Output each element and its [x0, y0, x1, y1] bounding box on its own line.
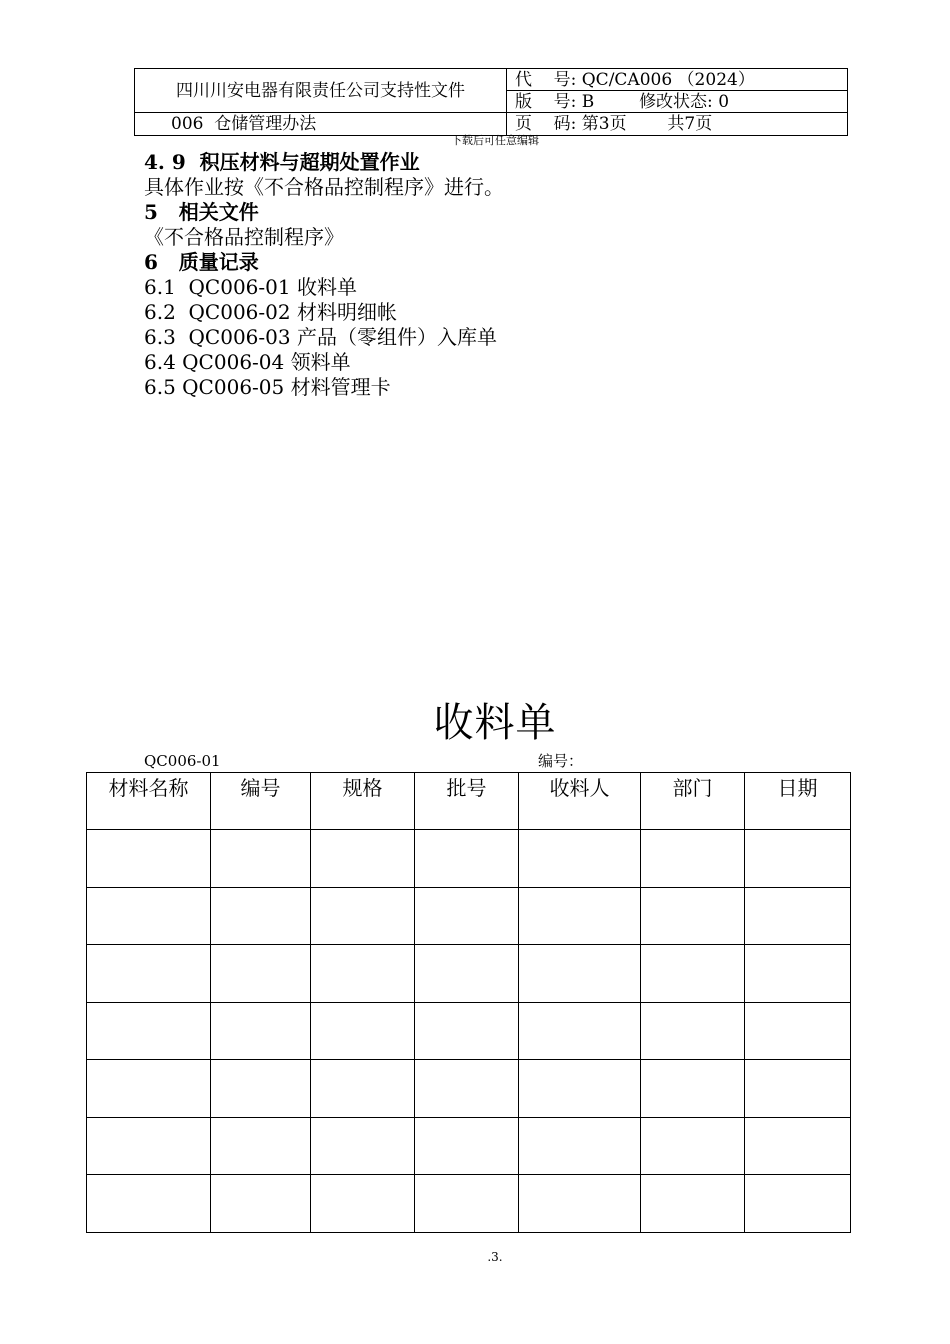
- table-cell: [641, 945, 745, 1003]
- table-row: [87, 1175, 851, 1233]
- revision-label: 修改状态:: [639, 91, 713, 112]
- table-cell: [745, 1002, 851, 1060]
- table-row: [87, 1002, 851, 1060]
- table-cell: [415, 1002, 519, 1060]
- doc-code-value: QC/CA006 （2024）: [581, 69, 755, 90]
- table-cell: [745, 945, 851, 1003]
- table-cell: [641, 1060, 745, 1118]
- doc-code-cell: [507, 69, 848, 91]
- table-cell: [211, 887, 311, 945]
- table-cell: [745, 830, 851, 888]
- document-header-table: [134, 68, 848, 136]
- receiving-form-table: [86, 772, 851, 1233]
- table-cell: [311, 1002, 415, 1060]
- table-cell: [415, 1117, 519, 1175]
- form-number-label: 编号：: [538, 752, 584, 770]
- column-header: 编号: [211, 773, 311, 830]
- table-cell: [87, 1002, 211, 1060]
- form-code: QC006-01: [144, 752, 221, 770]
- section-heading: 4. 9 积压材料与超期处置作业: [144, 150, 420, 174]
- table-cell: [87, 1175, 211, 1233]
- table-cell: [415, 1060, 519, 1118]
- table-cell: [745, 1117, 851, 1175]
- doc-code-label: 代 号:: [515, 69, 577, 90]
- table-cell: [211, 1117, 311, 1175]
- table-cell: [745, 887, 851, 945]
- body-text: [144, 150, 844, 400]
- table-cell: [519, 830, 641, 888]
- table-cell: [641, 830, 745, 888]
- table-cell: [641, 1117, 745, 1175]
- table-row: [87, 830, 851, 888]
- table-cell: [87, 887, 211, 945]
- table-cell: [519, 1060, 641, 1118]
- page-cell: [507, 113, 848, 136]
- table-cell: [641, 887, 745, 945]
- table-cell: [415, 887, 519, 945]
- body-line: 《不合格品控制程序》: [144, 225, 344, 249]
- table-cell: [519, 1117, 641, 1175]
- page-label: 页 码:: [515, 114, 577, 134]
- table-cell: [311, 1175, 415, 1233]
- page-value: 第3页: [581, 114, 627, 134]
- table-header-row: [87, 773, 851, 830]
- column-header: 日期: [745, 773, 851, 830]
- column-header: 部门: [641, 773, 745, 830]
- version-value: B: [581, 91, 595, 112]
- body-line: 6.1 QC006-01 收料单: [144, 275, 357, 299]
- table-cell: [87, 1117, 211, 1175]
- table-cell: [415, 945, 519, 1003]
- body-line: 6.2 QC006-02 材料明细帐: [144, 300, 397, 324]
- table-cell: [211, 1060, 311, 1118]
- table-cell: [415, 1175, 519, 1233]
- table-cell: [87, 830, 211, 888]
- body-line: 具体作业按《不合格品控制程序》进行。: [144, 175, 504, 199]
- table-cell: [519, 945, 641, 1003]
- table-row: [87, 945, 851, 1003]
- total-pages: 共7页: [667, 114, 713, 134]
- table-cell: [519, 1002, 641, 1060]
- table-cell: [311, 887, 415, 945]
- table-cell: [87, 945, 211, 1003]
- version-label: 版 号:: [515, 91, 577, 112]
- document-name: 006 仓储管理办法: [135, 113, 507, 136]
- column-header: 收料人: [519, 773, 641, 830]
- body-line: 6.3 QC006-03 产品（零组件）入库单: [144, 325, 497, 349]
- table-cell: [211, 945, 311, 1003]
- table-cell: [519, 1175, 641, 1233]
- column-header: 规格: [311, 773, 415, 830]
- table-cell: [745, 1060, 851, 1118]
- table-cell: [211, 830, 311, 888]
- column-header: 材料名称: [87, 773, 211, 830]
- body-line: 6.5 QC006-05 材料管理卡: [144, 375, 391, 399]
- body-line: 6.4 QC006-04 领料单: [144, 350, 351, 374]
- table-cell: [311, 945, 415, 1003]
- version-cell: [507, 91, 848, 113]
- company-name: 四川川安电器有限责任公司支持性文件: [135, 69, 507, 113]
- section-heading: 5 相关文件: [144, 200, 259, 224]
- table-cell: [641, 1002, 745, 1060]
- table-cell: [211, 1175, 311, 1233]
- table-cell: [311, 1060, 415, 1118]
- revision-value: 0: [718, 91, 730, 112]
- form-title: 收料单: [433, 700, 557, 746]
- table-cell: [311, 830, 415, 888]
- table-row: [87, 1060, 851, 1118]
- table-row: [87, 1117, 851, 1175]
- table-cell: [519, 887, 641, 945]
- section-heading: 6 质量记录: [144, 250, 259, 274]
- watermark-text: 下载后可任意编辑: [451, 134, 539, 147]
- table-row: [87, 887, 851, 945]
- table-cell: [211, 1002, 311, 1060]
- table-cell: [745, 1175, 851, 1233]
- column-header: 批号: [415, 773, 519, 830]
- table-cell: [415, 830, 519, 888]
- table-cell: [641, 1175, 745, 1233]
- page-number: .3.: [487, 1250, 503, 1264]
- table-cell: [87, 1060, 211, 1118]
- table-cell: [311, 1117, 415, 1175]
